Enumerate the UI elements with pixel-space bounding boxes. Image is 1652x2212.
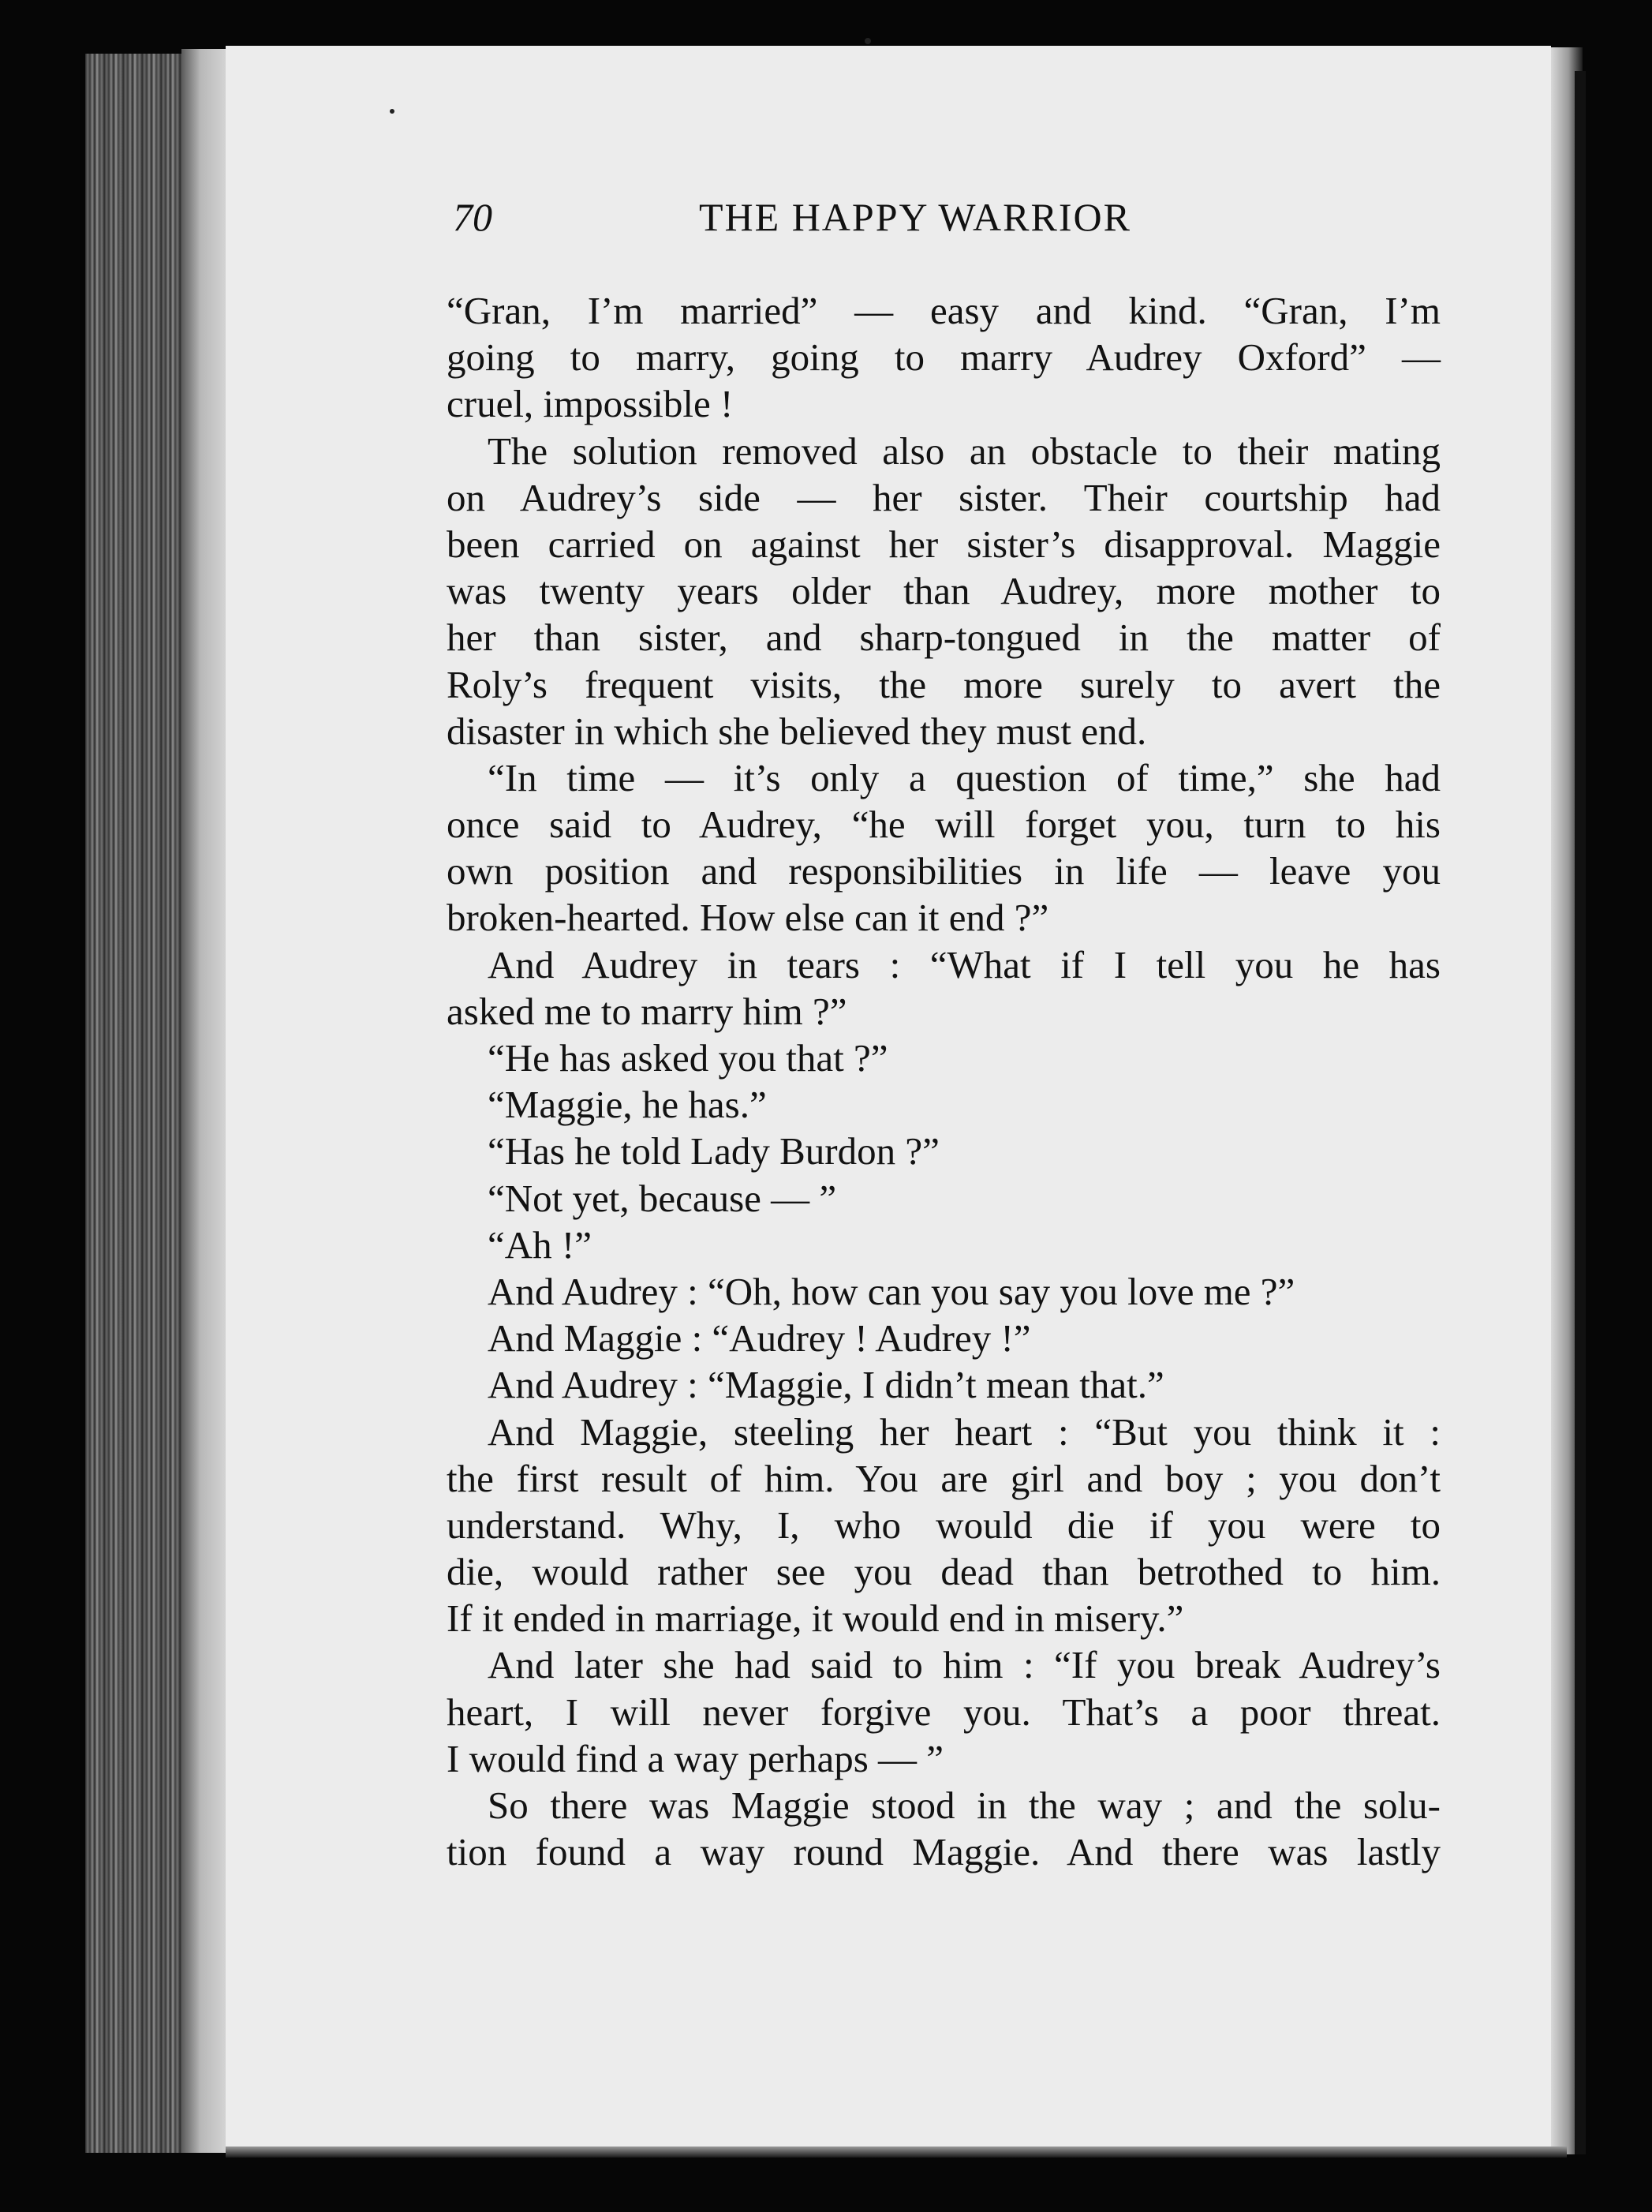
text-line: “He has asked you that ?” — [488, 1036, 888, 1080]
text-line: tion found a way round Maggie. And there was lastly — [447, 1830, 1441, 1874]
text-line: I would find a way perhaps — ” — [447, 1736, 944, 1780]
dust-speck — [390, 109, 394, 114]
text-line: heart, I will never forgive you. That’s a poor threat. — [447, 1690, 1441, 1734]
page-bottom-edge — [226, 2147, 1567, 2158]
text-line: And Maggie, steeling her heart : “But you think it : — [488, 1409, 1441, 1454]
text-line: And later she had said to him : “If you break Audrey’s — [488, 1643, 1441, 1687]
text-line: Roly’s frequent visits, the more surely to avert the — [447, 662, 1441, 706]
text-line: The solution removed also an obstacle to their mating — [488, 429, 1441, 473]
text-line: broken-hearted. How else can it end ?” — [447, 896, 1049, 940]
text-line: And Maggie : “Audrey ! Audrey !” — [488, 1316, 1031, 1361]
text-line: the first result of him. You are girl and boy ; you don’t — [447, 1456, 1441, 1500]
text-line: her than sister, and sharp-tongued in the matter of — [447, 616, 1441, 660]
text-line: asked me to marry him ?” — [447, 989, 847, 1033]
text-line: And Audrey : “Oh, how can you say you love me ?” — [488, 1269, 1295, 1313]
dust-speck — [865, 38, 871, 44]
book-gutter — [181, 49, 229, 2153]
text-line: So there was Maggie stood in the way ; and the solu- — [488, 1783, 1441, 1827]
text-line: was twenty years older than Audrey, more mother to — [447, 569, 1441, 613]
text-line: If it ended in marriage, it would end in misery.” — [447, 1596, 1184, 1641]
text-line: “Has he told Lady Burdon ?” — [488, 1129, 940, 1173]
text-line: “In time — it’s only a question of time,” she had — [488, 755, 1441, 799]
page-right-border — [1575, 71, 1586, 2154]
text-line: disaster in which she believed they must end. — [447, 709, 1147, 753]
text-line: “Not yet, because — ” — [488, 1176, 837, 1220]
text-line: going to marry, going to marry Audrey Oxford” — — [447, 335, 1441, 380]
text-line: once said to Audrey, “he will forget you, turn to his — [447, 803, 1441, 847]
text-line: And Audrey in tears : “What if I tell you he has — [488, 942, 1441, 986]
text-line: “Gran, I’m married” — easy and kind. “Gran, I’m — [447, 289, 1441, 332]
text-line: cruel, impossible ! — [447, 382, 734, 426]
text-line: “Ah !” — [488, 1222, 592, 1267]
text-line: on Audrey’s side — her sister. Their courtship had — [447, 475, 1441, 519]
text-line: been carried on against her sister’s disapproval. Maggie — [447, 522, 1441, 566]
page-number: 70 — [453, 195, 492, 239]
text-line: die, would rather see you dead than betrothed to him. — [447, 1550, 1441, 1594]
body-text — [447, 287, 1441, 1875]
text-line: “Maggie, he has.” — [488, 1083, 767, 1127]
running-title: THE HAPPY WARRIOR — [699, 195, 1131, 239]
text-line: And Audrey : “Maggie, I didn’t mean that.” — [488, 1363, 1164, 1407]
text-line: understand. Why, I, who would die if you were to — [447, 1503, 1441, 1547]
text-line: own position and responsibilities in life — leave you — [447, 849, 1441, 893]
